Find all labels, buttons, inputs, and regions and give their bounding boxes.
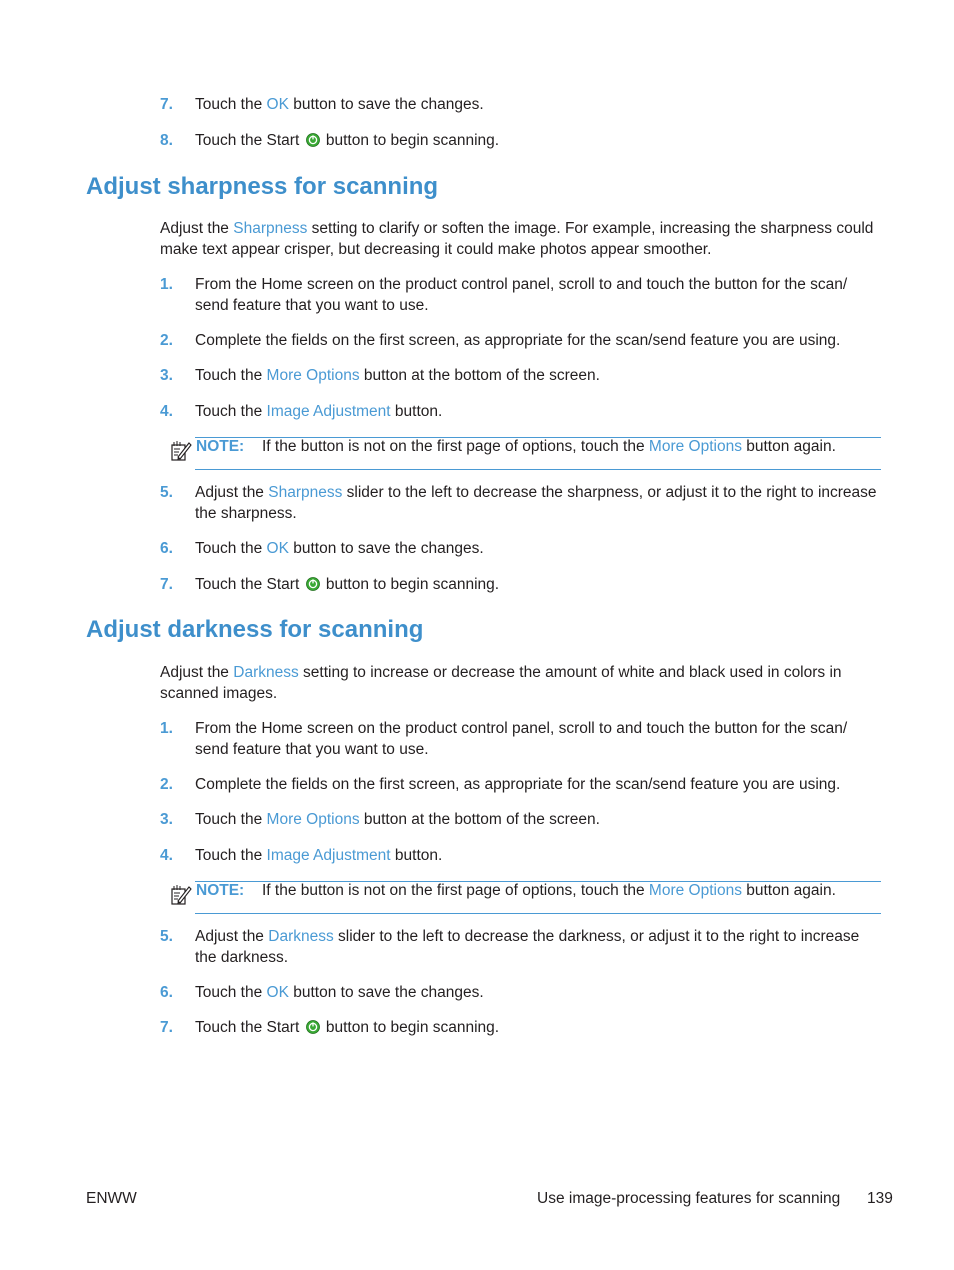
- step-number: 7.: [160, 1019, 173, 1036]
- step-text: [195, 482, 885, 524]
- step-text: From the Home screen on the product control panel, scroll to and touch the button for the scan/ send feature that you want to use.: [195, 720, 848, 758]
- step-number: 6.: [160, 984, 173, 1001]
- more-options-link[interactable]: More Options: [266, 811, 360, 828]
- step-text-part: Touch the: [195, 367, 267, 384]
- note-label: NOTE:: [196, 438, 245, 455]
- intro-paragraph: [160, 662, 885, 704]
- step-text-part: button to save the changes.: [288, 96, 484, 113]
- step-text-part: button to begin scanning.: [321, 576, 500, 593]
- image-adjustment-link[interactable]: Image Adjustment: [266, 403, 391, 420]
- note-pencil-icon: [170, 884, 192, 906]
- intro-text-part: Adjust the: [160, 664, 234, 681]
- more-options-link[interactable]: More Options: [648, 438, 742, 455]
- sharpness-link[interactable]: Sharpness: [268, 484, 343, 501]
- step-text-part: button to begin scanning.: [321, 132, 500, 149]
- note-bottom-rule: [195, 469, 881, 470]
- note-text: [262, 880, 836, 901]
- step-number: 5.: [160, 928, 173, 945]
- step-number: 1.: [160, 720, 173, 737]
- note-text: [262, 436, 836, 457]
- step-number: 4.: [160, 403, 173, 420]
- note-bottom-rule: [195, 913, 881, 914]
- darkness-link[interactable]: Darkness: [233, 664, 299, 681]
- note-label: NOTE:: [196, 882, 245, 899]
- image-adjustment-link[interactable]: Image Adjustment: [266, 847, 391, 864]
- step-text: From the Home screen on the product control panel, scroll to and touch the button for the scan/ send feature that you want to use.: [195, 276, 848, 314]
- step-text-part: Touch the: [195, 811, 267, 828]
- step-number: 1.: [160, 276, 173, 293]
- step-text: [195, 94, 885, 115]
- step-text-part: button at the bottom of the screen.: [359, 811, 600, 828]
- step-text-part: slider to the left to decrease the sharpness, or adjust it to the right to increase the sharpness.: [195, 484, 877, 522]
- intro-text-part: setting to clarify or soften the image. For example, increasing the sharpness could make text appear crisper, but decreasing it could make photos appear smoother.: [160, 220, 874, 258]
- note-text-part: If the button is not on the first page of options, touch the: [262, 438, 649, 455]
- step-number: 6.: [160, 540, 173, 557]
- step-text: [195, 574, 885, 595]
- step-number: 8.: [160, 132, 173, 149]
- step-text-part: button at the bottom of the screen.: [359, 367, 600, 384]
- section-heading-sharpness: Adjust sharpness for scanning: [86, 173, 439, 200]
- ok-link[interactable]: OK: [266, 540, 289, 557]
- step-text: [195, 926, 885, 968]
- note-text-part: If the button is not on the first page of options, touch the: [262, 882, 649, 899]
- start-button-icon: [306, 1020, 320, 1034]
- step-text: [195, 401, 885, 422]
- step-text-part: Touch the: [195, 847, 267, 864]
- step-text: [195, 982, 885, 1003]
- ok-link[interactable]: OK: [266, 96, 289, 113]
- step-number: 2.: [160, 332, 173, 349]
- step-text-part: Touch the Start: [195, 1019, 300, 1036]
- step-text: [195, 845, 885, 866]
- start-button-icon: [306, 577, 320, 591]
- note-text-part: button again.: [741, 438, 836, 455]
- start-button-icon: [306, 133, 320, 147]
- note-pencil-icon: [170, 440, 192, 462]
- step-number: 5.: [160, 484, 173, 501]
- step-text: [195, 538, 885, 559]
- ok-link[interactable]: OK: [266, 984, 289, 1001]
- step-text-part: button.: [390, 847, 443, 864]
- more-options-link[interactable]: More Options: [648, 882, 742, 899]
- footer-title: Use image-processing features for scanning: [537, 1190, 841, 1207]
- step-number: 4.: [160, 847, 173, 864]
- more-options-link[interactable]: More Options: [266, 367, 360, 384]
- note-text-part: button again.: [741, 882, 836, 899]
- step-text-part: button to save the changes.: [288, 984, 484, 1001]
- step-text: Complete the fields on the first screen, as appropriate for the scan/send feature you are using.: [195, 332, 841, 349]
- step-text-part: Adjust the: [195, 484, 269, 501]
- section-heading-darkness: Adjust darkness for scanning: [86, 616, 424, 643]
- step-number: 3.: [160, 367, 173, 384]
- step-text-part: Touch the: [195, 540, 267, 557]
- page-number: 139: [867, 1190, 893, 1207]
- step-text-part: Touch the Start: [195, 576, 300, 593]
- step-text-part: Touch the: [195, 403, 267, 420]
- step-number: 7.: [160, 96, 173, 113]
- sharpness-link[interactable]: Sharpness: [233, 220, 308, 237]
- darkness-link[interactable]: Darkness: [268, 928, 334, 945]
- step-text: [195, 1017, 885, 1038]
- step-text: [195, 809, 885, 830]
- step-text-part: slider to the left to decrease the darkness, or adjust it to the right to increase the darkness.: [195, 928, 860, 966]
- step-text: [195, 130, 885, 151]
- step-text-part: Touch the: [195, 96, 267, 113]
- step-number: 3.: [160, 811, 173, 828]
- intro-text-part: setting to increase or decrease the amount of white and black used in colors in scanned images.: [160, 664, 842, 702]
- step-text-part: Touch the: [195, 984, 267, 1001]
- step-text: Complete the fields on the first screen, as appropriate for the scan/send feature you are using.: [195, 776, 841, 793]
- intro-text-part: Adjust the: [160, 220, 234, 237]
- step-text-part: button.: [390, 403, 443, 420]
- step-text: [195, 365, 885, 386]
- step-text-part: button to save the changes.: [288, 540, 484, 557]
- step-number: 7.: [160, 576, 173, 593]
- intro-paragraph: [160, 218, 885, 260]
- step-text-part: button to begin scanning.: [321, 1019, 500, 1036]
- step-text-part: Adjust the: [195, 928, 269, 945]
- step-number: 2.: [160, 776, 173, 793]
- footer-left-label: ENWW: [86, 1190, 137, 1207]
- step-text-part: Touch the Start: [195, 132, 300, 149]
